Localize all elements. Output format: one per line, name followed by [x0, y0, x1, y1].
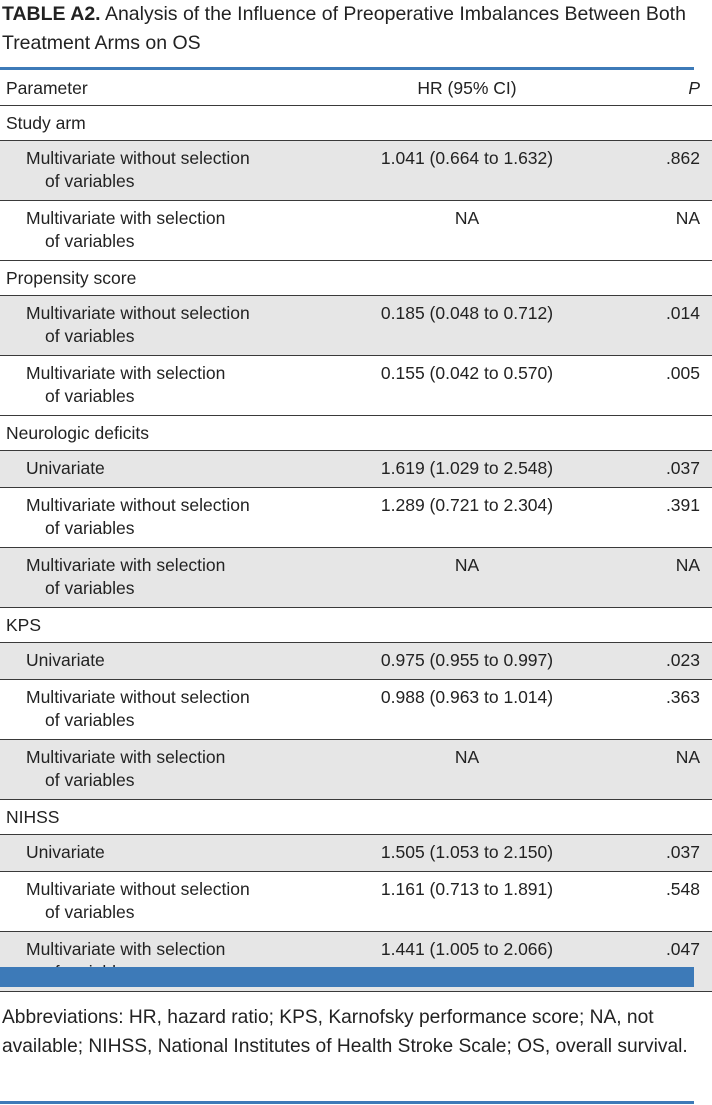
header-parameter: Parameter — [0, 71, 328, 106]
analysis-label-continued: of variables — [45, 770, 135, 790]
analysis-label: Multivariate without selection — [26, 495, 250, 515]
cell-p — [606, 740, 712, 800]
group-label: Propensity score — [0, 261, 712, 296]
analysis-label-continued: of variables — [45, 902, 135, 922]
table-row — [0, 835, 712, 872]
hr-value: 1.041 (0.664 to 1.632) — [380, 148, 554, 168]
table-row — [0, 201, 712, 261]
top-rule — [0, 67, 694, 70]
cell-analysis — [0, 488, 328, 548]
cell-analysis — [0, 296, 328, 356]
cell-p — [606, 296, 712, 356]
cell-hr — [328, 141, 606, 201]
p-value: NA — [675, 747, 700, 767]
hr-value: 0.185 (0.048 to 0.712) — [380, 303, 554, 323]
table-title: Analysis of the Influence of Preoperative Imbalances Between Both Treatment Arms on OS — [2, 3, 686, 54]
hr-value: NA — [454, 208, 480, 228]
table-caption — [2, 0, 692, 58]
table-row — [0, 680, 712, 740]
group-label: KPS — [0, 608, 712, 643]
cell-p — [606, 680, 712, 740]
analysis-label: Multivariate with selection — [26, 939, 226, 959]
cell-p — [606, 356, 712, 416]
cell-hr — [328, 643, 606, 680]
p-value: NA — [675, 555, 700, 575]
hr-value: NA — [454, 555, 480, 575]
cell-hr — [328, 488, 606, 548]
group-row — [0, 261, 712, 296]
group-row — [0, 416, 712, 451]
abbreviations-footnote: Abbreviations: HR, hazard ratio; KPS, Karnofsky performance score; NA, not available; NIHSS, National Institutes of Health Stroke Scale; OS, overall survival. — [2, 1007, 688, 1057]
p-value: NA — [675, 208, 700, 228]
header-hr: HR (95% CI) — [328, 71, 606, 106]
hr-value: 0.988 (0.963 to 1.014) — [380, 687, 554, 707]
hr-value: 0.155 (0.042 to 0.570) — [380, 363, 554, 383]
header-p: P — [606, 71, 712, 106]
group-label: NIHSS — [0, 800, 712, 835]
analysis-label-continued: of variables — [45, 326, 135, 346]
analysis-label-continued: of variables — [45, 710, 135, 730]
cell-analysis — [0, 680, 328, 740]
p-value: .005 — [665, 363, 700, 383]
group-label: Study arm — [0, 106, 712, 141]
analysis-label-continued: of variables — [45, 171, 135, 191]
hr-value: 1.505 (1.053 to 2.150) — [380, 842, 554, 862]
cell-hr — [328, 548, 606, 608]
hr-value: NA — [454, 747, 480, 767]
cell-analysis — [0, 141, 328, 201]
analysis-label: Univariate — [26, 458, 105, 478]
table-body — [0, 106, 712, 992]
analysis-label-continued: of variables — [45, 518, 135, 538]
p-value: .363 — [665, 687, 700, 707]
cell-p — [606, 488, 712, 548]
p-value: .037 — [665, 842, 700, 862]
table-row — [0, 141, 712, 201]
cell-analysis — [0, 872, 328, 932]
p-value: .014 — [665, 303, 700, 323]
cell-p — [606, 643, 712, 680]
hr-value: 0.975 (0.955 to 0.997) — [380, 650, 554, 670]
cell-p — [606, 548, 712, 608]
cell-hr — [328, 872, 606, 932]
table-row — [0, 548, 712, 608]
analysis-label: Multivariate with selection — [26, 555, 226, 575]
analysis-label: Multivariate with selection — [26, 363, 226, 383]
analysis-label: Multivariate without selection — [26, 879, 250, 899]
p-value: .037 — [665, 458, 700, 478]
group-row — [0, 608, 712, 643]
cell-hr — [328, 356, 606, 416]
cell-analysis — [0, 548, 328, 608]
cell-hr — [328, 201, 606, 261]
table-row — [0, 451, 712, 488]
hr-value: 1.289 (0.721 to 2.304) — [380, 495, 554, 515]
analysis-label-continued: of variables — [45, 386, 135, 406]
analysis-label-continued: of variables — [45, 578, 135, 598]
hr-value: 1.441 (1.005 to 2.066) — [380, 939, 554, 959]
table-row — [0, 296, 712, 356]
table-row — [0, 643, 712, 680]
cell-analysis — [0, 835, 328, 872]
cell-hr — [328, 296, 606, 356]
cell-p — [606, 451, 712, 488]
analysis-label: Multivariate without selection — [26, 303, 250, 323]
p-value: .548 — [665, 879, 700, 899]
p-value: .862 — [665, 148, 700, 168]
cell-analysis — [0, 740, 328, 800]
analysis-label: Multivariate without selection — [26, 148, 250, 168]
group-row — [0, 800, 712, 835]
cell-analysis — [0, 451, 328, 488]
cell-hr — [328, 835, 606, 872]
cell-hr — [328, 451, 606, 488]
cell-p — [606, 872, 712, 932]
analysis-label: Multivariate with selection — [26, 747, 226, 767]
cell-analysis — [0, 643, 328, 680]
table-row — [0, 740, 712, 800]
group-label: Neurologic deficits — [0, 416, 712, 451]
analysis-label-continued: of variables — [45, 231, 135, 251]
hr-value: 1.161 (0.713 to 1.891) — [380, 879, 554, 899]
cell-hr — [328, 680, 606, 740]
analysis-label: Multivariate with selection — [26, 208, 226, 228]
analysis-label: Univariate — [26, 650, 105, 670]
cell-p — [606, 141, 712, 201]
header-row — [0, 71, 712, 106]
table-label: TABLE A2. — [2, 3, 101, 25]
analysis-label: Multivariate without selection — [26, 687, 250, 707]
table-row — [0, 356, 712, 416]
cell-p — [606, 835, 712, 872]
p-value: .023 — [665, 650, 700, 670]
hr-value: 1.619 (1.029 to 2.548) — [380, 458, 554, 478]
p-value: .391 — [665, 495, 700, 515]
end-rule — [0, 1101, 694, 1104]
table-row — [0, 488, 712, 548]
cell-hr — [328, 740, 606, 800]
cell-p — [606, 201, 712, 261]
analysis-label: Univariate — [26, 842, 105, 862]
cell-analysis — [0, 201, 328, 261]
p-value: .047 — [665, 939, 700, 959]
table-row — [0, 872, 712, 932]
cell-analysis — [0, 356, 328, 416]
group-row — [0, 106, 712, 141]
table-bottom-bar — [0, 967, 694, 987]
results-table — [0, 71, 712, 992]
